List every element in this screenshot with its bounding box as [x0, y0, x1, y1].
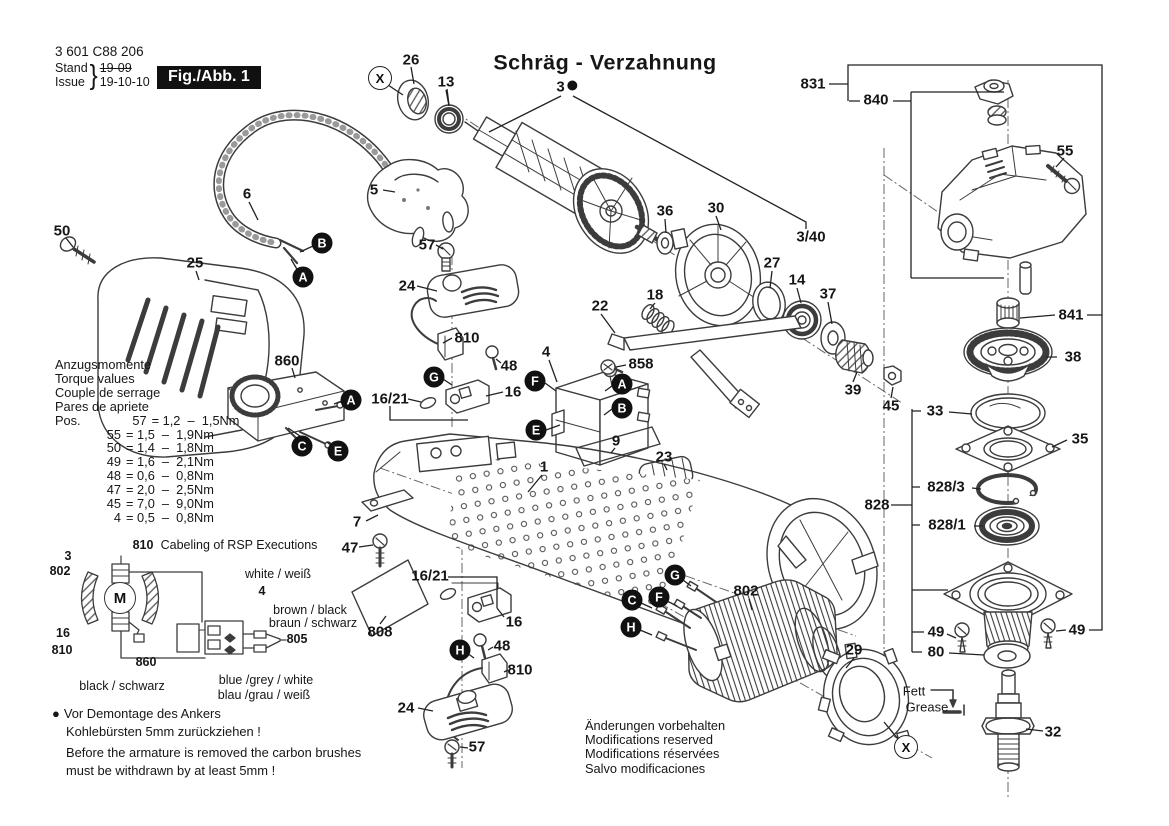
callout-wtitle: Cabeling of RSP Executions: [160, 538, 318, 552]
callout-w4: 4: [258, 584, 266, 598]
screw-49-left-drawing: [955, 623, 969, 652]
callout-c1621b: 16/21: [411, 567, 449, 585]
callout-w16: 16: [56, 626, 70, 640]
callout-c57b: 57: [468, 738, 486, 756]
callout-w3: 3: [64, 549, 72, 563]
bevel-gear-38-drawing: [964, 328, 1052, 381]
callout-c80: 80: [927, 643, 945, 661]
document-header: [55, 44, 150, 92]
callout-c13: 13: [437, 73, 455, 91]
callout-w860: 860: [135, 655, 157, 669]
callout-c8281: 828/1: [928, 516, 966, 534]
callout-LB_sw: B: [612, 398, 633, 419]
callout-c810t: 810: [454, 329, 480, 347]
modifications-line: Salvo modificaciones: [585, 760, 706, 776]
callout-c49r: 49: [1068, 621, 1086, 639]
callout-c33: 33: [926, 402, 944, 420]
torque-rows: [55, 414, 239, 525]
callout-c8283: 828/3: [927, 478, 965, 496]
callout-LF_f: F: [649, 587, 670, 608]
callout-c1621t: 16/21: [371, 390, 409, 408]
callout-LA_cab: A: [293, 267, 314, 288]
torque-table: [55, 358, 239, 525]
callout-gGrease: Grease: [905, 699, 949, 715]
callout-c32: 32: [1044, 723, 1062, 741]
callout-c30: 30: [707, 199, 725, 217]
page-title: Schräg - Verzahnung: [493, 50, 717, 75]
armature-drawing: [465, 117, 664, 267]
callout-c840: 840: [863, 91, 889, 109]
callout-c4: 4: [541, 343, 551, 361]
washer-80-drawing: [984, 644, 1030, 668]
cap-nut-drawing: [975, 80, 1013, 125]
spindle-32-drawing: [982, 670, 1034, 771]
modifications-line: Modifications réservées: [585, 746, 720, 762]
torque-row: 48 = 0,6 – 0,8Nm: [106, 468, 214, 484]
torque-heading-fr: Couple de serrage: [55, 384, 161, 400]
note-en-1: Before the armature is removed the carbon brushes: [66, 745, 362, 760]
modifications-line: Änderungen vorbehalten: [585, 718, 726, 733]
callout-wire_blue2: blau /grau / weiß: [217, 688, 311, 702]
callout-c6: 6: [242, 185, 252, 203]
callout-LC_f: C: [622, 590, 643, 611]
torque-row: 49 = 1,6 – 2,1Nm: [106, 454, 214, 470]
callout-c38: 38: [1064, 348, 1082, 366]
callout-LG_t: G: [424, 367, 445, 388]
callout-c810b: 810: [507, 661, 533, 679]
torque-heading-es: Pares de apriete: [55, 398, 149, 414]
callout-LG_f: G: [665, 565, 686, 586]
callout-c37: 37: [819, 285, 837, 303]
callout-c39: 39: [844, 381, 862, 399]
callout-w805: 805: [286, 632, 308, 646]
callout-c57t: 57: [418, 236, 436, 254]
callout-c23: 23: [655, 448, 673, 466]
callout-c808: 808: [367, 623, 393, 641]
callout-wire_black: black / schwarz: [79, 679, 165, 693]
callout-c18: 18: [646, 286, 664, 304]
torque-row: 55 = 1,5 – 1,9Nm: [106, 426, 214, 442]
pos-label: Pos.: [55, 412, 81, 428]
callout-LA_sw: A: [612, 374, 633, 395]
callout-w810a: 810: [132, 538, 154, 552]
callout-wire_brown1: brown / black: [273, 603, 347, 617]
callout-w810b: 810: [51, 643, 73, 657]
callout-c25: 25: [186, 254, 204, 272]
callout-c47: 47: [341, 539, 359, 557]
callout-c831: 831: [800, 75, 826, 93]
callout-LH_b: H: [450, 640, 471, 661]
note-de-1: Vor Demontage des Ankers: [63, 706, 221, 721]
bearing-828-1-drawing: [975, 507, 1039, 545]
fan-disc-drawing: [394, 77, 433, 123]
modifications-note: [585, 719, 725, 776]
callout-c340: 3/40: [796, 228, 826, 246]
brace-glyph: }: [89, 59, 98, 92]
torque-row: 45 = 7,0 – 9,0Nm: [106, 496, 214, 512]
gear-head-drawing: [938, 146, 1086, 261]
callout-c48b: 48: [493, 637, 511, 655]
torque-row: Pos. 57 = 1,2 – 1,5Nm: [55, 412, 240, 428]
callout-c860: 860: [274, 352, 300, 370]
issue-label: Issue: [55, 74, 85, 89]
screw-49-right-drawing: [1041, 619, 1055, 648]
callout-c55: 55: [1056, 142, 1074, 160]
callout-c9: 9: [611, 432, 621, 450]
switch-drawing: [552, 364, 650, 466]
callout-c3: 3: [556, 79, 577, 96]
callout-X1: X: [368, 66, 392, 90]
brush-warning-note: [52, 705, 361, 780]
callout-LC_860: C: [292, 436, 313, 457]
callout-wire_white: white / weiß: [245, 567, 311, 581]
stand-label: Stand: [55, 61, 88, 75]
callout-c48t: 48: [500, 357, 518, 375]
callout-c858: 858: [628, 355, 654, 373]
callout-c26: 26: [402, 51, 420, 69]
figure-badge: Fig./Abb. 1: [157, 66, 261, 89]
callout-X2: X: [894, 735, 918, 759]
callout-c14: 14: [788, 271, 806, 289]
callout-LE_sw: E: [526, 420, 547, 441]
stand-date: 19-09: [99, 61, 132, 75]
note-de-2: Kohlebürsten 5mm zurückziehen !: [66, 724, 261, 739]
callout-gFett: Fett: [902, 683, 926, 699]
part-number: 3 601 C88 206: [55, 44, 144, 59]
callout-c16t: 16: [504, 383, 522, 401]
callout-wire_brown2: braun / schwarz: [268, 616, 358, 630]
bearing-13-drawing: [435, 105, 463, 133]
callout-c841: 841: [1058, 306, 1084, 324]
callout-c50: 50: [53, 222, 71, 240]
drive-train-small-parts: [640, 216, 901, 385]
callout-c36: 36: [656, 202, 674, 220]
torque-row: 50 = 1,4 – 1,8Nm: [106, 440, 214, 456]
callout-LH_f: H: [621, 617, 642, 638]
callout-LB_cab: B: [312, 233, 333, 254]
callout-c29: 29: [845, 641, 863, 659]
callout-w802: 802: [49, 564, 71, 578]
torque-heading-en: Torque values: [55, 370, 135, 386]
callout-c1: 1: [539, 458, 549, 476]
callout-c35: 35: [1071, 430, 1089, 448]
circlip-828-3-drawing: [978, 475, 1036, 508]
callout-c5: 5: [369, 181, 379, 199]
torque-row: 4 = 0,5 – 0,8Nm: [113, 509, 214, 525]
bullet-icon: ●: [52, 706, 60, 721]
callout-c24b: 24: [397, 699, 415, 717]
callout-LA_860: A: [341, 390, 362, 411]
callout-c49l: 49: [927, 623, 945, 641]
power-plug-drawing: [368, 160, 469, 248]
issue-date: 19-10-10: [99, 74, 150, 89]
callout-c24t: 24: [398, 277, 416, 295]
callout-c27: 27: [763, 254, 781, 272]
callout-wM: M: [104, 582, 136, 614]
callout-c7: 7: [352, 513, 362, 531]
callout-c16b: 16: [505, 613, 523, 631]
modifications-line: Modifications reserved: [585, 732, 714, 748]
callout-LE_860: E: [328, 441, 349, 462]
torque-heading-de: Anzugsmomente: [55, 357, 152, 372]
filled-dot-icon: [568, 81, 578, 91]
callout-c45: 45: [882, 397, 900, 415]
torque-row: 47 = 2,0 – 2,5Nm: [106, 482, 214, 498]
callout-LF_sw: F: [525, 371, 546, 392]
callout-wire_blue1: blue /grey / white: [218, 673, 314, 687]
flange-35-drawing: [956, 426, 1060, 472]
callout-c802: 802: [733, 582, 759, 600]
callout-c828: 828: [864, 496, 890, 514]
note-en-2: must be withdrawn by at least 5mm !: [66, 763, 276, 778]
callout-c22: 22: [591, 297, 609, 315]
